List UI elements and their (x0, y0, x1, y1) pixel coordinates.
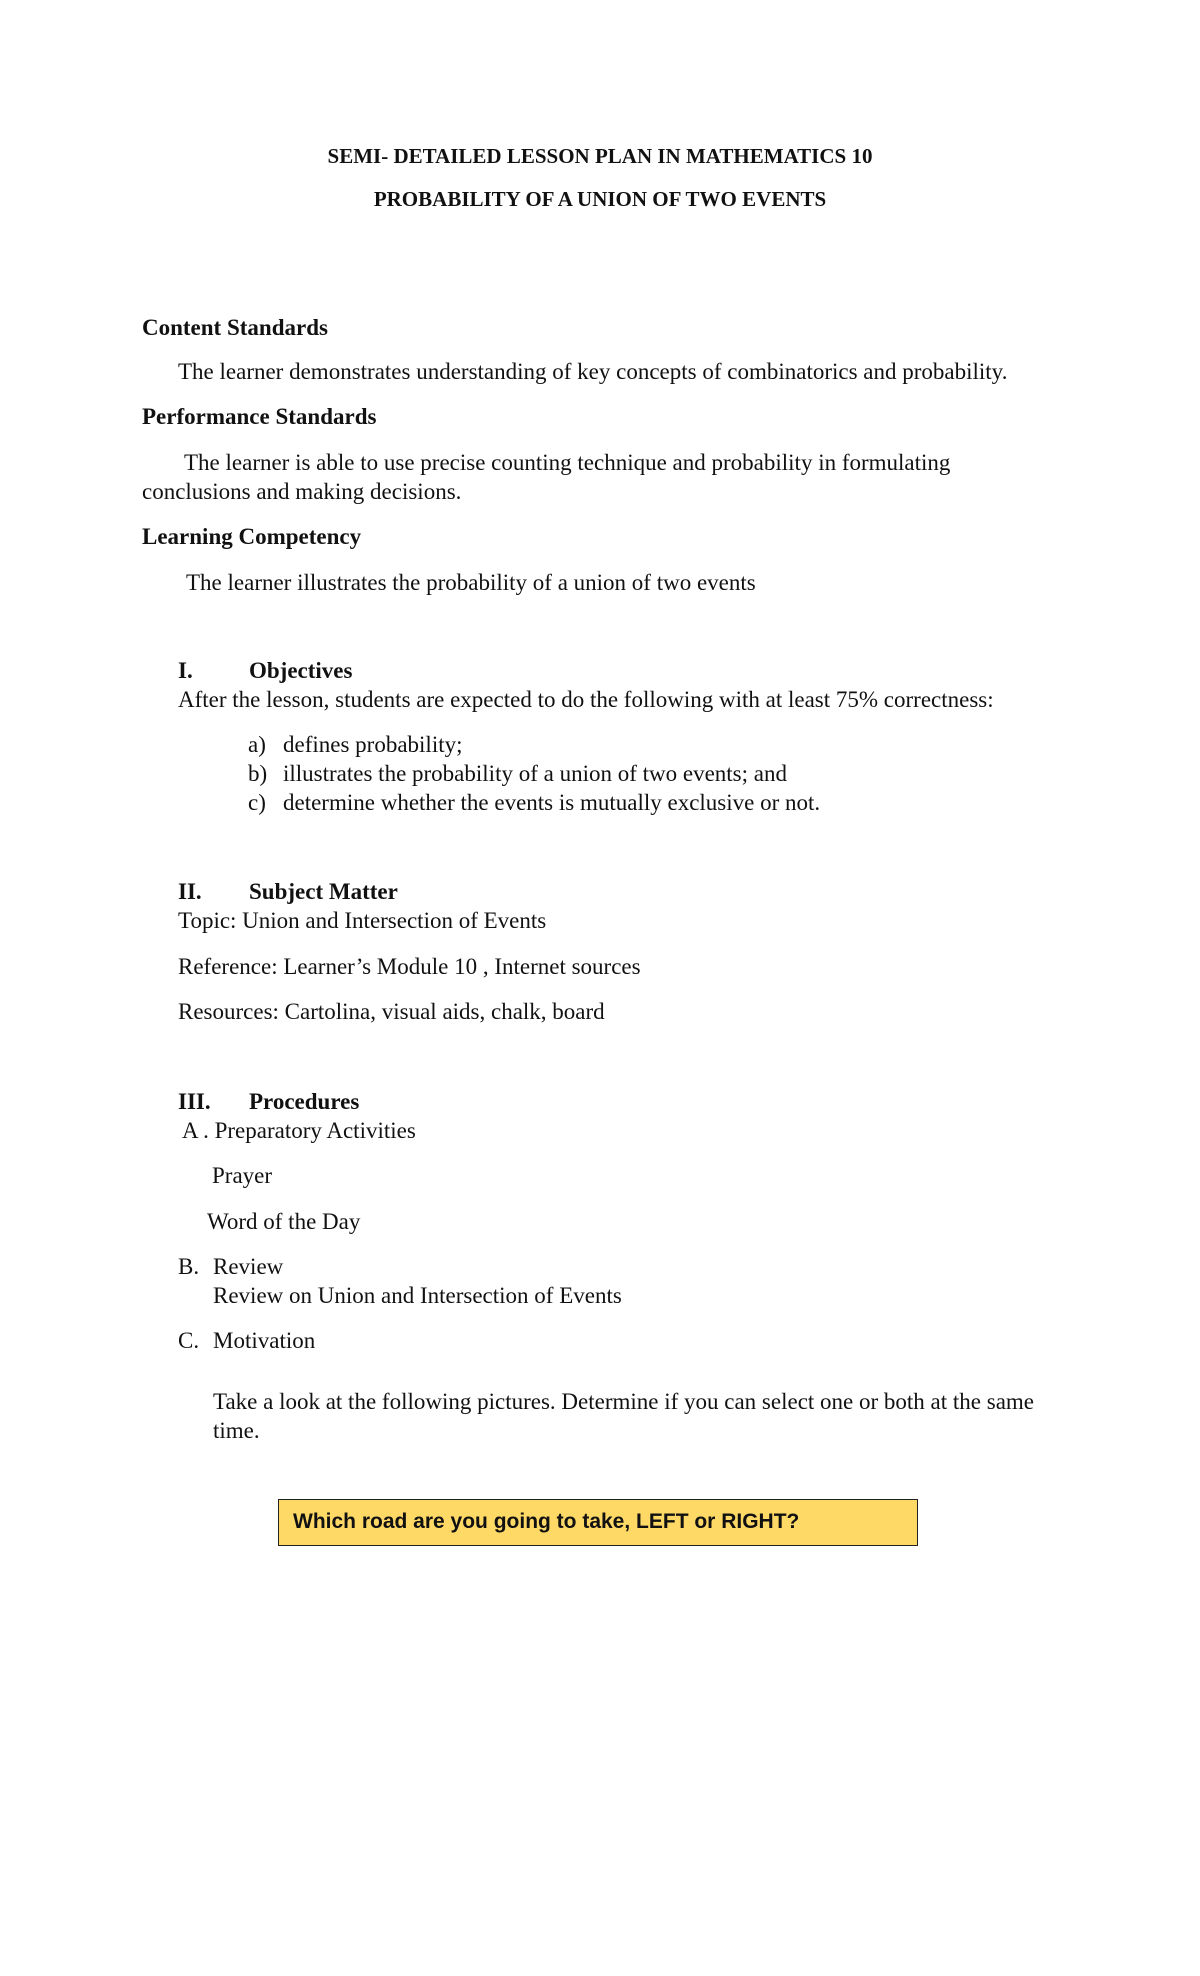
content-standards-heading: Content Standards (142, 315, 328, 340)
procedures-title: Procedures (249, 1089, 360, 1114)
list-item-text: determine whether the events is mutually exclusive or not. (283, 790, 821, 815)
learning-competency-heading: Learning Competency (142, 524, 362, 549)
motivation-callout-box: Which road are you going to take, LEFT or RIGHT? (278, 1499, 918, 1546)
subject-topic: Topic: Union and Intersection of Events (178, 908, 547, 933)
objectives-numeral: I. (178, 658, 193, 683)
review-text: Review on Union and Intersection of Events (213, 1283, 622, 1308)
objective-item-c (248, 789, 820, 817)
subject-matter-title: Subject Matter (249, 879, 398, 904)
procedures-numeral: III. (178, 1089, 211, 1114)
motivation-heading (178, 1327, 315, 1355)
list-item-text: defines probability; (283, 732, 463, 757)
objectives-intro: After the lesson, students are expected to do the following with at least 75% correctness: (178, 687, 994, 712)
list-label: c) (248, 790, 266, 815)
preparatory-activities: A . Preparatory Activities (182, 1118, 416, 1143)
review-heading (178, 1253, 283, 1281)
list-label: B. (178, 1254, 200, 1279)
performance-standards-text-line1: The learner is able to use precise counting technique and probability in formulating (184, 450, 951, 475)
motivation-text-line1: Take a look at the following pictures. Determine if you can select one or both at the same (213, 1389, 1035, 1414)
review-title: Review (213, 1254, 284, 1279)
word-of-the-day-item: Word of the Day (207, 1209, 361, 1234)
objectives-heading (178, 657, 352, 685)
list-label: C. (178, 1328, 200, 1353)
motivation-text-line2: time. (213, 1418, 260, 1443)
subject-reference: Reference: Learner’s Module 10 , Internet sources (178, 954, 641, 979)
performance-standards-heading: Performance Standards (142, 404, 377, 429)
subject-matter-heading (178, 878, 398, 906)
procedures-heading (178, 1088, 359, 1116)
performance-standards-text-line2: conclusions and making decisions. (142, 479, 462, 504)
objective-item-a (248, 731, 463, 759)
document-title: SEMI- DETAILED LESSON PLAN IN MATHEMATICS 10 (327, 144, 873, 168)
list-item-text: illustrates the probability of a union of two events; and (283, 761, 787, 786)
list-label: b) (248, 761, 268, 786)
list-label: a) (248, 732, 266, 757)
motivation-title: Motivation (213, 1328, 316, 1353)
subject-resources: Resources: Cartolina, visual aids, chalk, board (178, 999, 605, 1024)
subject-matter-numeral: II. (178, 879, 202, 904)
document-subtitle: PROBABILITY OF A UNION OF TWO EVENTS (373, 187, 827, 211)
learning-competency-text: The learner illustrates the probability of a union of two events (186, 570, 756, 595)
objectives-title: Objectives (249, 658, 353, 683)
prayer-item: Prayer (212, 1163, 273, 1188)
objective-item-b (248, 760, 787, 788)
content-standards-text: The learner demonstrates understanding of key concepts of combinatorics and probability. (178, 359, 1008, 384)
